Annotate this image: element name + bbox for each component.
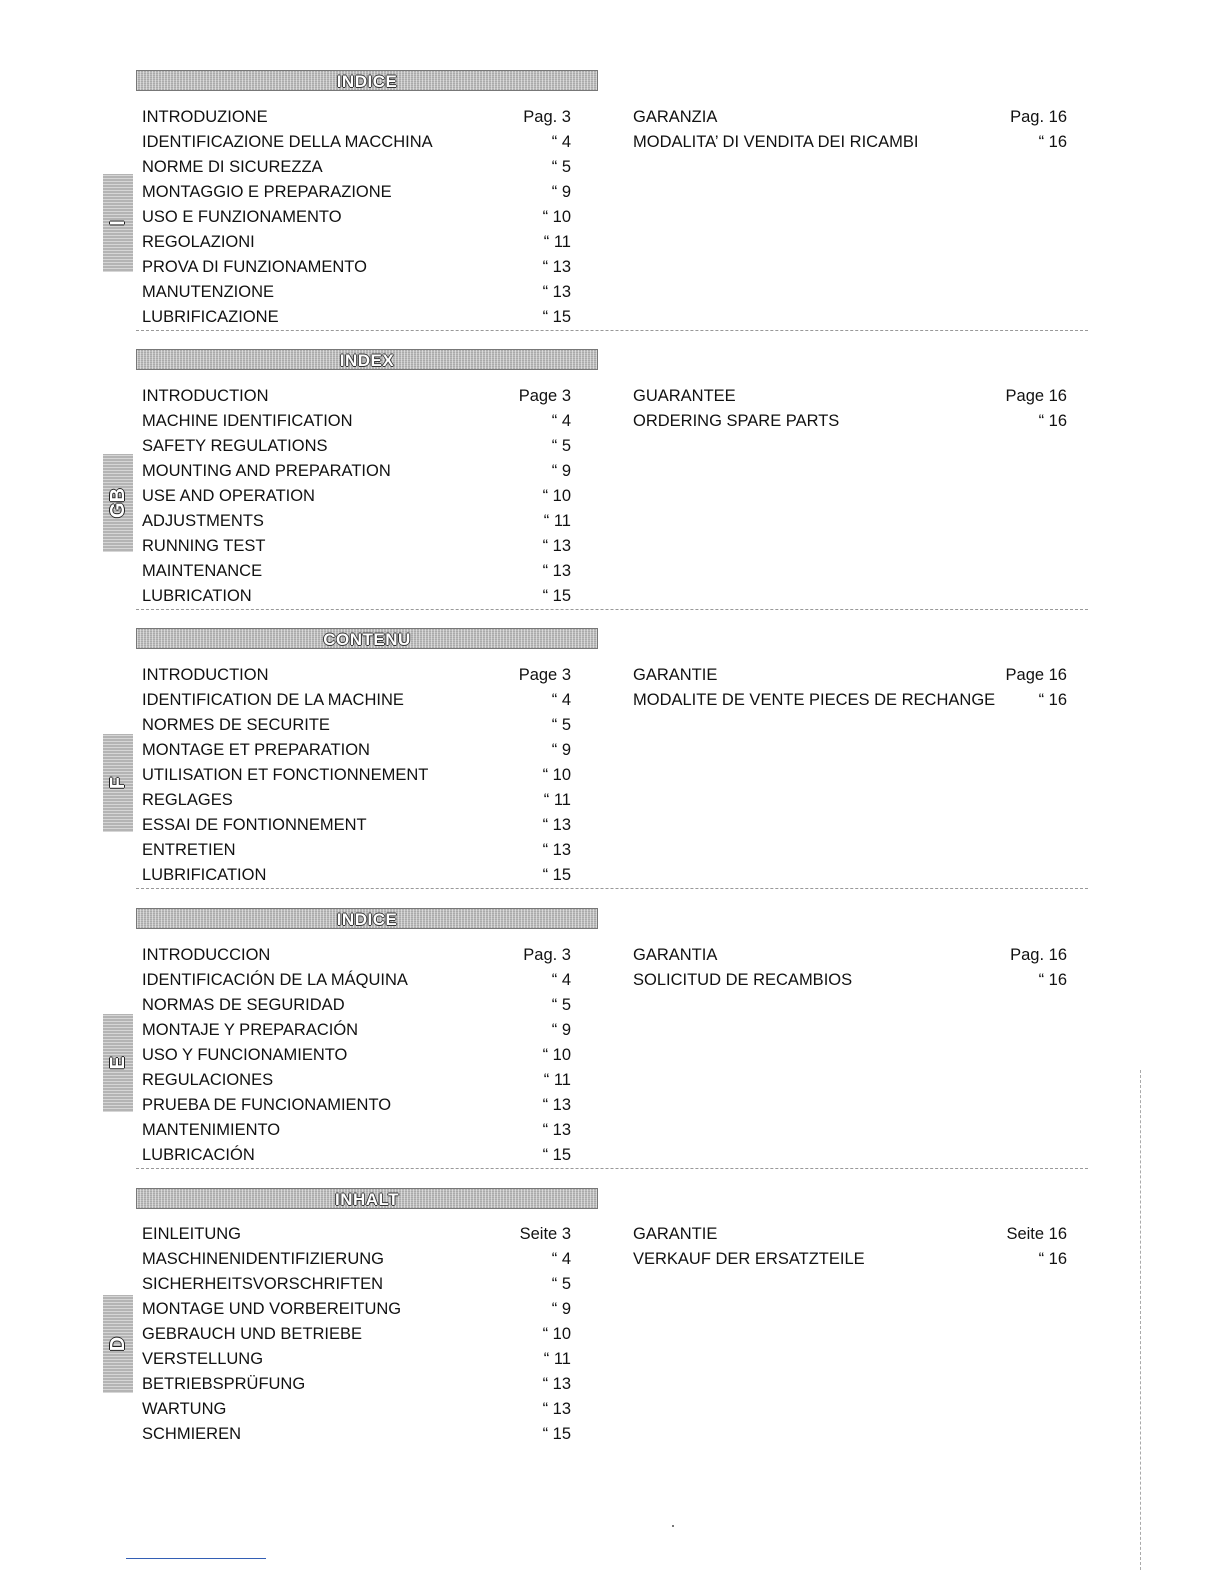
toc-entry-title: SICHERHEITSVORSCHRIFTEN bbox=[142, 1275, 384, 1293]
toc-entry-title: MAINTENANCE bbox=[142, 562, 263, 580]
section-german bbox=[0, 1188, 1224, 1463]
toc-entry-page: “ 5 bbox=[551, 158, 571, 176]
toc-entry-title: ORDERING SPARE PARTS bbox=[633, 412, 840, 430]
section-spanish bbox=[0, 908, 1224, 1183]
toc-entry-title: NORME DI SICUREZZA bbox=[142, 158, 323, 176]
toc-entry-title: UTILISATION ET FONCTIONNEMENT bbox=[142, 766, 429, 784]
toc-entry-page: “ 16 bbox=[1038, 1250, 1067, 1268]
toc-entry-title: LUBRIFICAZIONE bbox=[142, 308, 279, 326]
language-tab-label: GB bbox=[107, 488, 129, 518]
section-divider bbox=[136, 330, 1088, 331]
toc-entry-page: “ 9 bbox=[551, 1300, 571, 1318]
section-heading: INDICE bbox=[336, 72, 398, 91]
toc-entry-title: MASCHINENIDENTIFIZIERUNG bbox=[142, 1250, 385, 1268]
toc-entry-title: PROVA DI FUNZIONAMENTO bbox=[142, 258, 367, 276]
toc-entry-title: INTRODUCCION bbox=[142, 946, 271, 964]
language-tab bbox=[103, 734, 133, 832]
toc-entry-page: “ 4 bbox=[551, 691, 571, 709]
toc-entry-title: WARTUNG bbox=[142, 1400, 227, 1418]
toc-entry-page: “ 13 bbox=[542, 258, 571, 276]
toc-entry-page: “ 13 bbox=[542, 562, 571, 580]
toc-entry-title: SAFETY REGULATIONS bbox=[142, 437, 328, 455]
section-heading-band bbox=[136, 908, 598, 929]
toc-entry-title: EINLEITUNG bbox=[142, 1225, 242, 1243]
toc-entry-title: NORMAS DE SEGURIDAD bbox=[142, 996, 345, 1014]
toc-entry-title: GUARANTEE bbox=[633, 387, 736, 405]
toc-entry-page: Page 3 bbox=[518, 387, 571, 405]
toc-entry-page: “ 13 bbox=[542, 1096, 571, 1114]
toc-entry-page: “ 11 bbox=[543, 1071, 571, 1089]
section-heading-band bbox=[136, 628, 598, 649]
section-heading-band bbox=[136, 1188, 598, 1209]
toc-entry-title: GARANZIA bbox=[633, 108, 718, 126]
toc-entry-title: MODALITE DE VENTE PIECES DE RECHANGE bbox=[633, 691, 996, 709]
toc-entry-page: “ 15 bbox=[542, 308, 571, 326]
toc-entry-page: “ 13 bbox=[542, 1375, 571, 1393]
toc-entry-page: “ 10 bbox=[542, 1325, 571, 1343]
toc-entry-page: Page 3 bbox=[518, 666, 571, 684]
toc-entry-page: “ 13 bbox=[542, 1121, 571, 1139]
section-heading: INDICE bbox=[336, 910, 398, 929]
toc-entry-page: Page 16 bbox=[1005, 387, 1067, 405]
toc-entry-title: REGLAGES bbox=[142, 791, 233, 809]
toc-entry-title: GARANTIA bbox=[633, 946, 718, 964]
toc-entry-title: INTRODUCTION bbox=[142, 666, 269, 684]
section-heading: CONTENU bbox=[323, 630, 411, 649]
toc-entry-page: “ 5 bbox=[551, 1275, 571, 1293]
section-english bbox=[0, 349, 1224, 624]
toc-entry-title: NORMES DE SECURITE bbox=[142, 716, 330, 734]
toc-entry-title: GARANTIE bbox=[633, 1225, 718, 1243]
toc-entry-page: “ 15 bbox=[542, 1425, 571, 1443]
toc-entry-page: Pag. 3 bbox=[523, 108, 571, 126]
toc-entry-title: MONTAGE ET PREPARATION bbox=[142, 741, 370, 759]
toc-entry-page: “ 15 bbox=[542, 866, 571, 884]
language-tab bbox=[103, 1014, 133, 1112]
toc-entry-page: Pag. 16 bbox=[1010, 108, 1067, 126]
margin-rule bbox=[1140, 1070, 1141, 1570]
toc-entry-title: ADJUSTMENTS bbox=[142, 512, 264, 530]
language-tab-label: D bbox=[107, 1336, 129, 1352]
toc-entry-title: LUBRIFICATION bbox=[142, 866, 267, 884]
toc-entry-page: Seite 3 bbox=[519, 1225, 571, 1243]
toc-entry-page: “ 4 bbox=[551, 133, 571, 151]
toc-entry-page: Pag. 3 bbox=[523, 946, 571, 964]
toc-entry-page: “ 4 bbox=[551, 971, 571, 989]
toc-entry-title: MOUNTING AND PREPARATION bbox=[142, 462, 391, 480]
section-heading: INDEX bbox=[339, 351, 395, 370]
toc-entry-title: INTRODUZIONE bbox=[142, 108, 268, 126]
toc-entry-title: ENTRETIEN bbox=[142, 841, 236, 859]
toc-entry-page: “ 9 bbox=[551, 183, 571, 201]
language-tab bbox=[103, 454, 133, 552]
footer-rule bbox=[126, 1558, 266, 1559]
toc-entry-page: “ 4 bbox=[551, 412, 571, 430]
toc-entry-page: “ 4 bbox=[551, 1250, 571, 1268]
toc-entry-title: SOLICITUD DE RECAMBIOS bbox=[633, 971, 853, 989]
toc-entry-page: “ 11 bbox=[543, 791, 571, 809]
language-tab bbox=[103, 1295, 133, 1393]
toc-entry-title: PRUEBA DE FUNCIONAMIENTO bbox=[142, 1096, 392, 1114]
toc-entry-page: “ 11 bbox=[543, 1350, 571, 1368]
toc-entry-page: “ 10 bbox=[542, 208, 571, 226]
section-french bbox=[0, 628, 1224, 903]
toc-entry-page: “ 13 bbox=[542, 1400, 571, 1418]
toc-entry-page: “ 10 bbox=[542, 766, 571, 784]
toc-entry-title: GARANTIE bbox=[633, 666, 718, 684]
section-divider bbox=[136, 609, 1088, 610]
toc-entry-title: MONTAJE Y PREPARACIÓN bbox=[142, 1021, 359, 1039]
toc-entry-title: REGOLAZIONI bbox=[142, 233, 255, 251]
section-heading-band bbox=[136, 349, 598, 370]
toc-entry-title: REGULACIONES bbox=[142, 1071, 274, 1089]
section-italian bbox=[0, 70, 1224, 345]
language-tab-label: E bbox=[107, 1056, 129, 1070]
toc-entry-page: “ 9 bbox=[551, 462, 571, 480]
toc-entry-page: “ 11 bbox=[543, 233, 571, 251]
toc-entry-page: “ 10 bbox=[542, 1046, 571, 1064]
toc-entry-page: “ 15 bbox=[542, 587, 571, 605]
toc-entry-page: Page 16 bbox=[1005, 666, 1067, 684]
toc-entry-page: “ 5 bbox=[551, 437, 571, 455]
section-heading: INHALT bbox=[334, 1190, 400, 1209]
toc-entry-title: GEBRAUCH UND BETRIEBE bbox=[142, 1325, 363, 1343]
toc-entry-title: VERSTELLUNG bbox=[142, 1350, 264, 1368]
toc-entry-title: MANTENIMIENTO bbox=[142, 1121, 281, 1139]
toc-entry-title: USO E FUNZIONAMENTO bbox=[142, 208, 342, 226]
toc-entry-page: “ 13 bbox=[542, 537, 571, 555]
toc-entry-title: MONTAGGIO E PREPARAZIONE bbox=[142, 183, 392, 201]
toc-entry-page: “ 16 bbox=[1038, 971, 1067, 989]
toc-entry-title: MODALITA’ DI VENDITA DEI RICAMBI bbox=[633, 133, 919, 151]
language-tab-label: I bbox=[107, 220, 129, 226]
toc-entry-title: VERKAUF DER ERSATZTEILE bbox=[633, 1250, 865, 1268]
toc-entry-title: INTRODUCTION bbox=[142, 387, 269, 405]
toc-entry-title: IDENTIFICATION DE LA MACHINE bbox=[142, 691, 404, 709]
toc-entry-page: “ 16 bbox=[1038, 412, 1067, 430]
section-heading-band bbox=[136, 70, 598, 91]
section-divider bbox=[136, 1168, 1088, 1169]
toc-entry-page: “ 9 bbox=[551, 741, 571, 759]
toc-entry-title: IDENTIFICAZIONE DELLA MACCHINA bbox=[142, 133, 433, 151]
toc-entry-page: “ 9 bbox=[551, 1021, 571, 1039]
toc-entry-title: USO Y FUNCIONAMIENTO bbox=[142, 1046, 348, 1064]
language-tab bbox=[103, 174, 133, 272]
toc-entry-page: “ 15 bbox=[542, 1146, 571, 1164]
toc-entry-page: Seite 16 bbox=[1006, 1225, 1067, 1243]
toc-entry-title: IDENTIFICACIÓN DE LA MÁQUINA bbox=[142, 971, 408, 989]
toc-entry-title: USE AND OPERATION bbox=[142, 487, 315, 505]
toc-entry-page: “ 11 bbox=[543, 512, 571, 530]
toc-entry-page: “ 13 bbox=[542, 816, 571, 834]
scan-speck bbox=[672, 1525, 674, 1527]
toc-entry-page: Pag. 16 bbox=[1010, 946, 1067, 964]
toc-entry-title: RUNNING TEST bbox=[142, 537, 266, 555]
toc-entry-title: MACHINE IDENTIFICATION bbox=[142, 412, 353, 430]
toc-entry-page: “ 5 bbox=[551, 996, 571, 1014]
toc-entry-title: ESSAI DE FONTIONNEMENT bbox=[142, 816, 367, 834]
toc-entry-title: SCHMIEREN bbox=[142, 1425, 242, 1443]
toc-entry-title: MONTAGE UND VORBEREITUNG bbox=[142, 1300, 402, 1318]
toc-entry-title: LUBRICATION bbox=[142, 587, 252, 605]
toc-entry-page: “ 5 bbox=[551, 716, 571, 734]
section-divider bbox=[136, 888, 1088, 889]
language-tab-label: F bbox=[107, 776, 129, 790]
toc-entry-title: MANUTENZIONE bbox=[142, 283, 274, 301]
toc-entry-page: “ 13 bbox=[542, 841, 571, 859]
toc-entry-title: LUBRICACIÓN bbox=[142, 1146, 255, 1164]
toc-entry-page: “ 16 bbox=[1038, 133, 1067, 151]
toc-entry-page: “ 10 bbox=[542, 487, 571, 505]
toc-entry-title: BETRIEBSPRÜFUNG bbox=[142, 1375, 306, 1393]
toc-entry-page: “ 16 bbox=[1038, 691, 1067, 709]
toc-entry-page: “ 13 bbox=[542, 283, 571, 301]
